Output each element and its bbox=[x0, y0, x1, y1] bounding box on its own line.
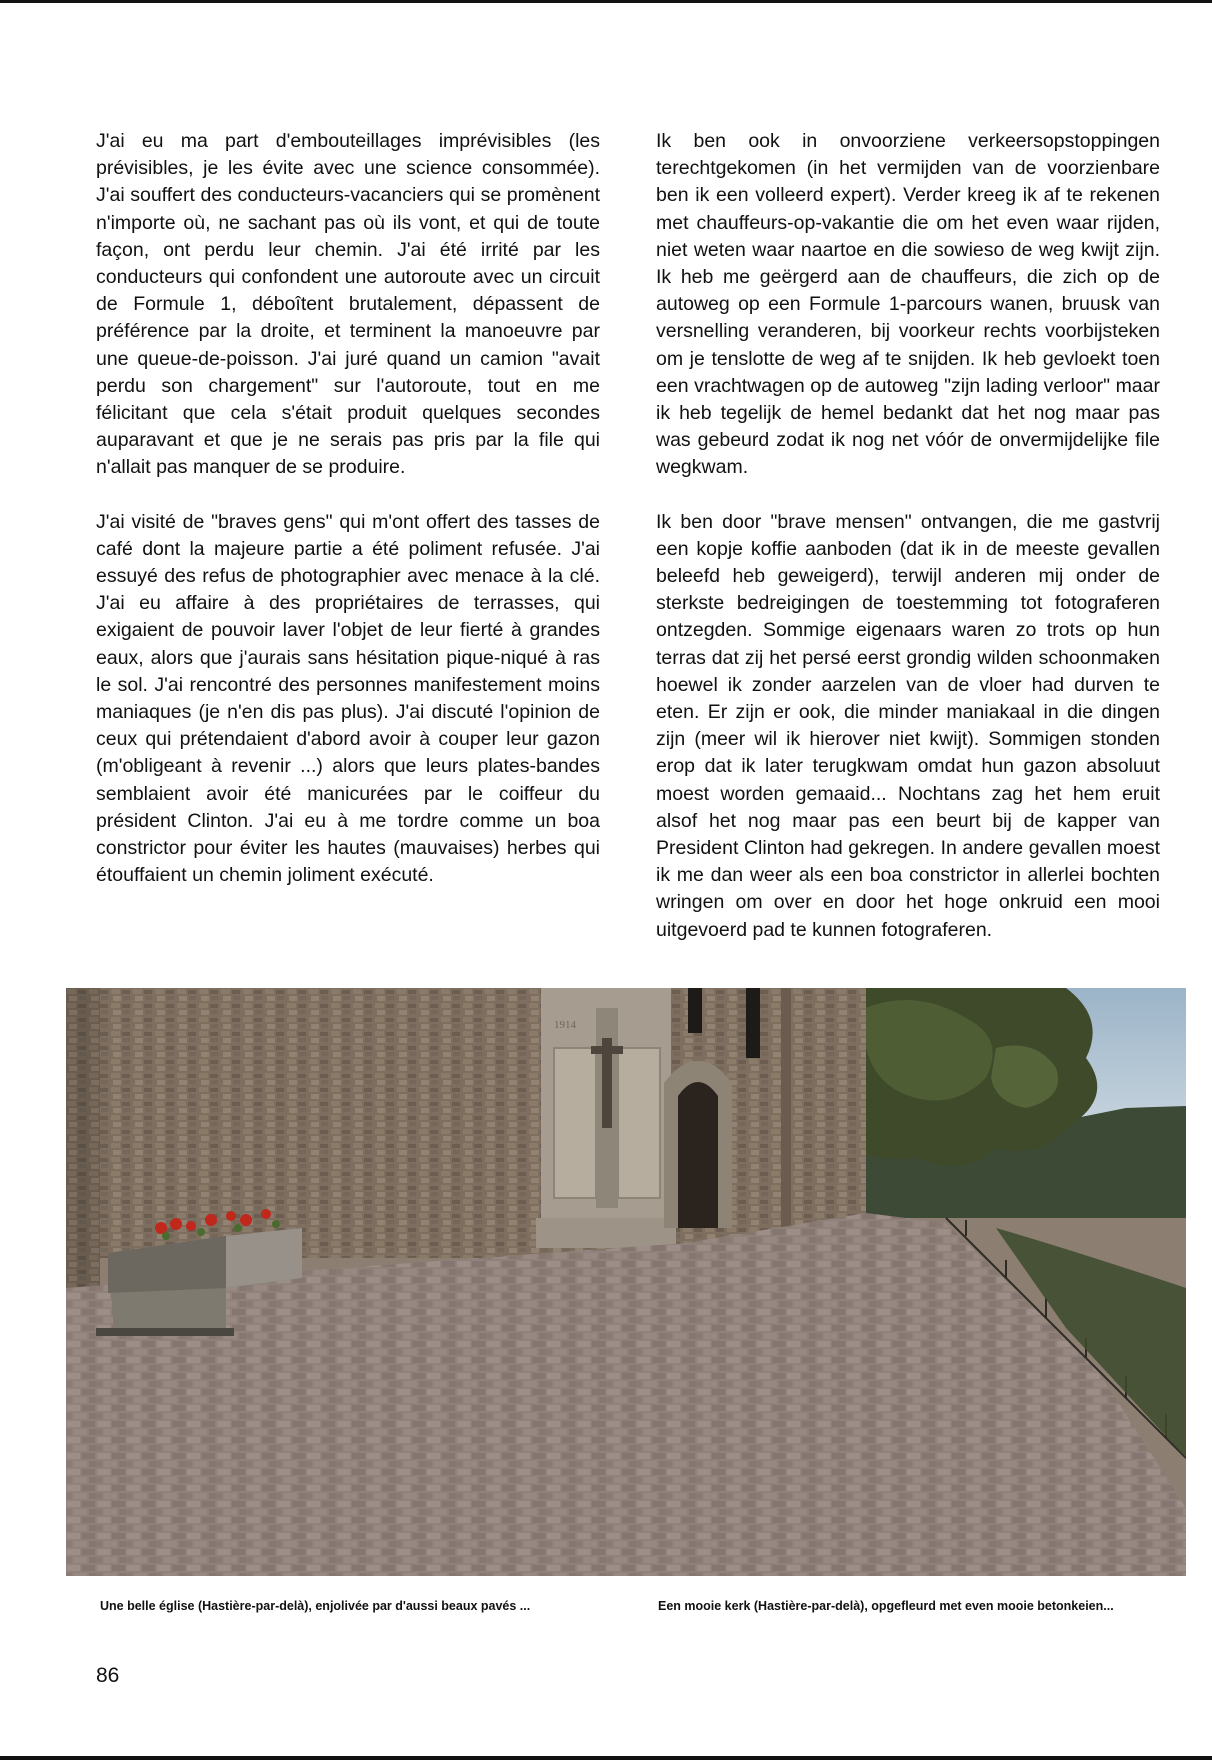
plaque-year: 1914 bbox=[554, 1019, 576, 1031]
dutch-caption: Een mooie kerk (Hastière-par-delà), opgefleurd met even mooie betonkeien... bbox=[658, 1599, 1114, 1613]
french-paragraph-1: J'ai eu ma part d'embouteillages imprévisibles (les prévisibles, je les évite avec une science consommée). J'ai souffert des conducteurs-vacanciers qui se promènent n'importe où, ne sachant pas où ils vont, et qui de toute façon, ont perdu leur chemin. J'ai été irrité par les conducteurs qui confondent une autoroute avec un circuit de Formule 1, déboîtent brutalement, dépassent de préférence par la droite, et terminent la manoeuvre par une queue-de-poisson. J'ai juré quand un camion "avait perdu son chargement" sur l'autoroute, tout en me félicitant que cela s'était produit quelques secondes auparavant et que je ne serais pas pris par la file qui n'allait pas manquer de se produire. bbox=[96, 130, 600, 479]
french-column bbox=[96, 128, 600, 916]
french-paragraph-2: J'ai visité de "braves gens" qui m'ont offert des tasses de café dont la majeure partie a été poliment refusée. J'ai essuyé des refus de photographier avec menace à la clé. J'ai eu affaire à des propriétaires de terrasses, qui exigaient de pouvoir laver l'objet de leur fierté à grandes eaux, alors que j'aurais sans hésitation pique-niqué à ras le sol. J'ai rencontré des personnes manifestement moins maniaques (je n'en dis pas plus). J'ai discuté l'opinion de ceux qui prétendaient d'abord avoir à couper leur gazon (m'obligeant à revenir ...) alors que leurs plates-bandes semblaient avoir été manicurées par le coiffeur du président Clinton. J'ai eu à me tordre comme un boa constrictor pour éviter les hautes (mauvaises) herbes qui étouffaient un chemin joliment exécuté. bbox=[96, 510, 600, 887]
page-number: 86 bbox=[96, 1664, 120, 1687]
church-photo bbox=[66, 988, 1186, 1576]
dutch-paragraph-1: Ik ben ook in onvoorziene verkeersopstoppingen terechtgekomen (in het vermijden van de voorzienbare ben ik een volleerd expert). Verder kreeg ik af te rekenen met chauffeurs-op-vakantie die om het even waar rijden, niet weten waar naartoe en die sowieso de weg kwijt zijn. Ik heb me geërgerd aan de chauffeurs, die zich op de autoweg op een Formule 1-parcours wanen, bruusk van versnelling veranderen, bij voorkeur rechts voorbijsteken om je tenslotte de weg af te snijden. Ik heb gevloekt toen een vrachtwagen op de autoweg "zijn lading verloor" maar ik heb tegelijk de hemel bedankt dat het nog maar pas was gebeurd zodat ik nog net vóór de onvermijdelijke file wegkwam. bbox=[656, 130, 1160, 479]
top-border bbox=[0, 0, 1212, 3]
french-caption: Une belle église (Hastière-par-delà), enjolivée par d'aussi beaux pavés ... bbox=[100, 1599, 531, 1613]
church-window bbox=[688, 988, 702, 1033]
dutch-column bbox=[656, 128, 1160, 971]
church-photo-drawing bbox=[66, 988, 1186, 1576]
dutch-paragraph-2: Ik ben door "brave mensen" ontvangen, die me gastvrij een kopje koffie aanboden (dat ik in de meeste gevallen beleefd heb geweigerd), terwijl anderen mij onder de sterkste bedreigingen de toestemming tot fotograferen ontzegden. Sommige eigenaars waren zo trots op hun terras dat zij het persé eerst grondig wilden schoonmaken hoewel ik zonder aarzelen van de vloer had durven te eten. Er zijn er ook, die minder maniakaal in die dingen zijn (meer wil ik hierover niet kwijt). Sommigen stonden erop dat ik later terugkwam omdat hun gazon absoluut moest worden gemaaid... Nochtans zag het hem eruit alsof het nog maar pas een beurt bij de kapper van President Clinton had gekregen. In andere gevallen moest ik me dan weer als een boa constrictor in allerlei bochten wringen om over en door het hoge onkruid een mooi uitgevoerd pad te kunnen fotograferen. bbox=[656, 510, 1160, 941]
bottom-border bbox=[0, 1756, 1212, 1760]
